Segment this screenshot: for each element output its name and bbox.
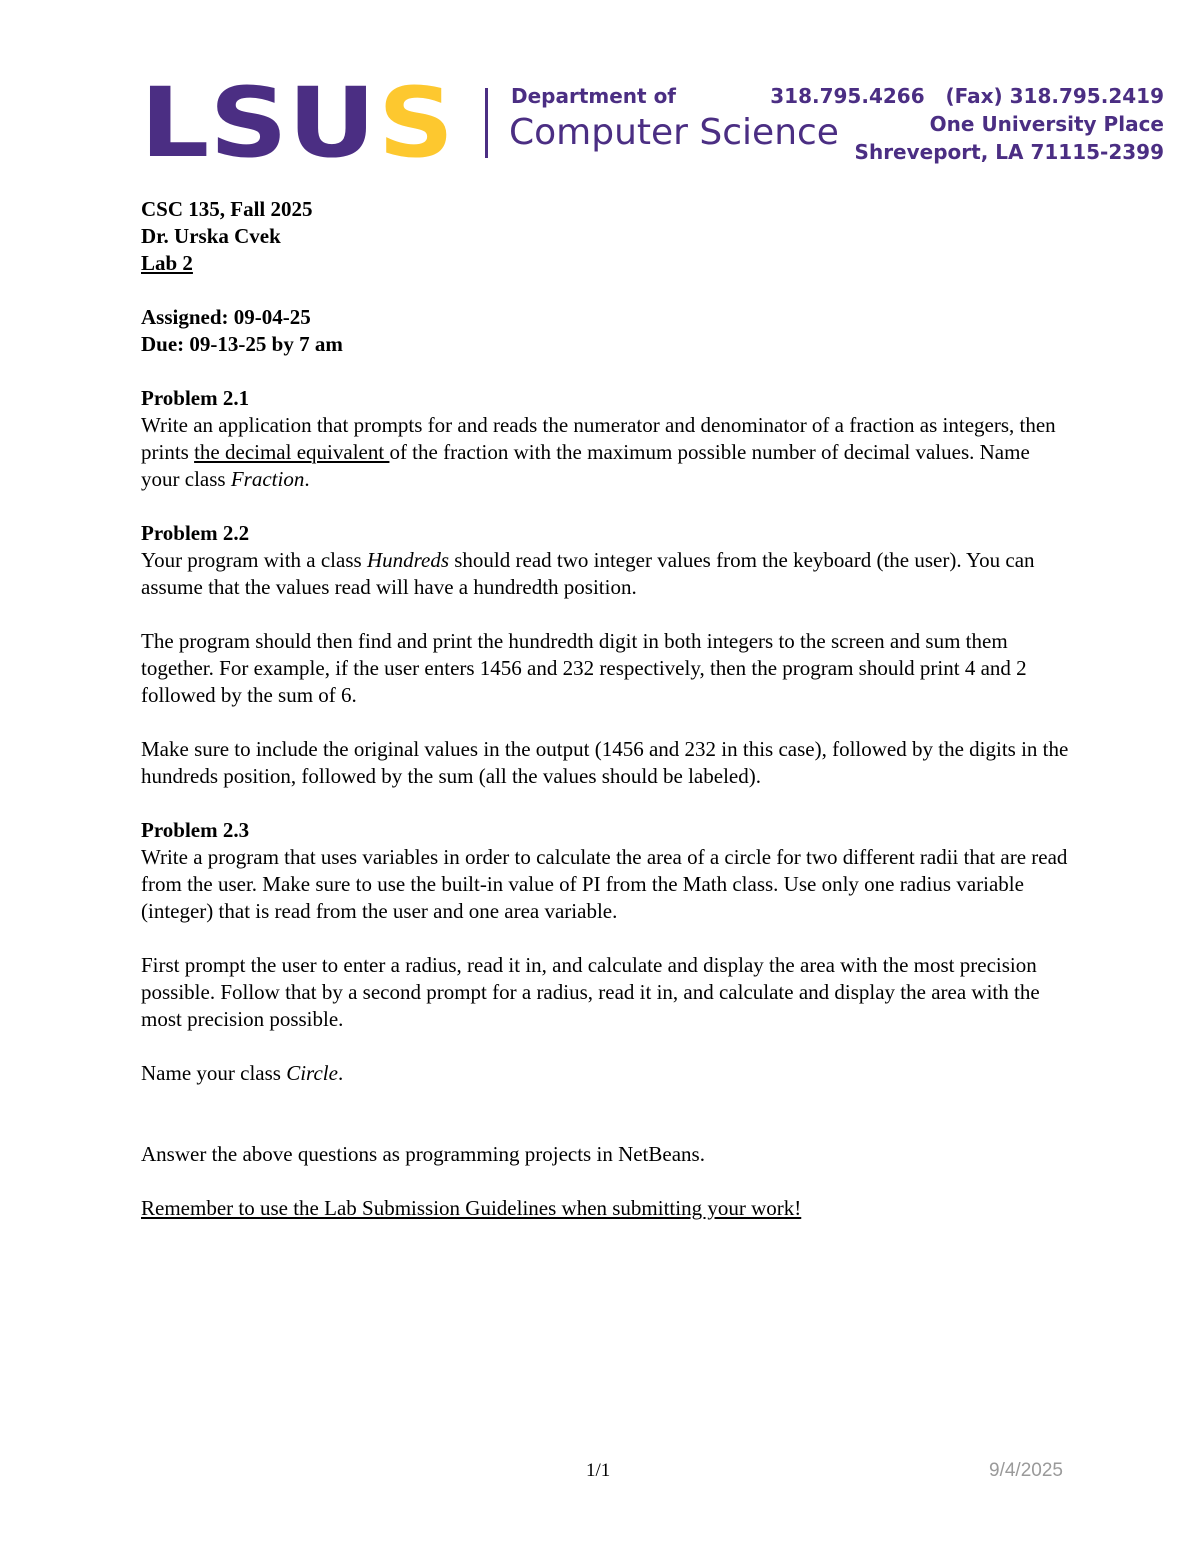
problem-2-1-title: Problem 2.1 — [141, 386, 250, 410]
instructor-name: Dr. Urska Cvek — [141, 224, 281, 248]
address-line-2: Shreveport, LA 71115-2399 — [854, 140, 1164, 164]
footer-date: 9/4/2025 — [989, 1460, 1063, 1481]
problem-2-2-para-2: The program should then find and print the hundredth digit in both integers to the screen and sum them together. For example, if the user enters 1456 and 232 respectively, then the program should print 4 and 2 followed by the sum of 6. — [141, 629, 1027, 707]
submission-reminder: Remember to use the Lab Submission Guidelines when submitting your work! — [141, 1196, 802, 1220]
phone-line — [770, 82, 1164, 110]
problem-2-2-text: Your program with a class Hundreds should read two integer values from the keyboard (the user). You can assume that the values read will have a hundredth position. — [141, 548, 1035, 599]
class-name-hundreds: Hundreds — [366, 548, 449, 572]
problem-2-3-para-2: First prompt the user to enter a radius, read it in, and calculate and display the area with the most precision possible. Follow that by a second prompt for a radius, read it in, and calculate and display the area with the most precision possible. — [141, 953, 1040, 1031]
problem-2-2-title: Problem 2.2 — [141, 521, 250, 545]
header-divider — [485, 88, 488, 158]
course-code: CSC 135, Fall 2025 — [141, 197, 313, 221]
class-name-circle: Circle — [286, 1061, 338, 1085]
svg-text:S: S — [378, 84, 454, 160]
phone-number: 318.795.4266 — [770, 84, 925, 108]
contact-block — [770, 82, 1164, 166]
lab-title: Lab 2 — [141, 251, 193, 275]
problem-2-2-para-3: Make sure to include the original values in the output (1456 and 232 in this case), followed by the digits in the hundreds position, followed by the sum (all the values should be labeled). — [141, 737, 1069, 788]
address-line-1: One University Place — [929, 112, 1164, 136]
page-number: 1/1 — [586, 1460, 611, 1481]
department-name: Computer Science — [509, 112, 839, 153]
decimal-equivalent-underline: the decimal equivalent — [194, 440, 390, 464]
answer-instruction: Answer the above questions as programming projects in NetBeans. — [141, 1142, 705, 1166]
lsus-logo — [140, 84, 456, 160]
document-body — [141, 196, 1071, 1222]
svg-text:LSU: LSU — [140, 84, 376, 160]
problem-2-3-name-class: Name your class Circle. — [141, 1061, 344, 1085]
fax-number: (Fax) 318.795.2419 — [945, 84, 1164, 108]
problem-2-3-title: Problem 2.3 — [141, 818, 250, 842]
assigned-date: Assigned: 09-04-25 — [141, 305, 311, 329]
class-name-fraction: Fraction — [230, 467, 305, 491]
problem-2-1-text: Write an application that prompts for and reads the numerator and denominator of a fraction as integers, then prints the decimal equivalent of the fraction with the maximum possible number of decimal values. Name your class Fraction. — [141, 413, 1056, 491]
department-of-label: Department of — [511, 84, 677, 108]
due-date: Due: 09-13-25 by 7 am — [141, 332, 343, 356]
problem-2-3-para-1: Write a program that uses variables in order to calculate the area of a circle for two different radii that are read from the user. Make sure to use the built-in value of PI from the Math class. Use only one radius variable (integer) that is read from the user and one area variable. — [141, 845, 1068, 923]
